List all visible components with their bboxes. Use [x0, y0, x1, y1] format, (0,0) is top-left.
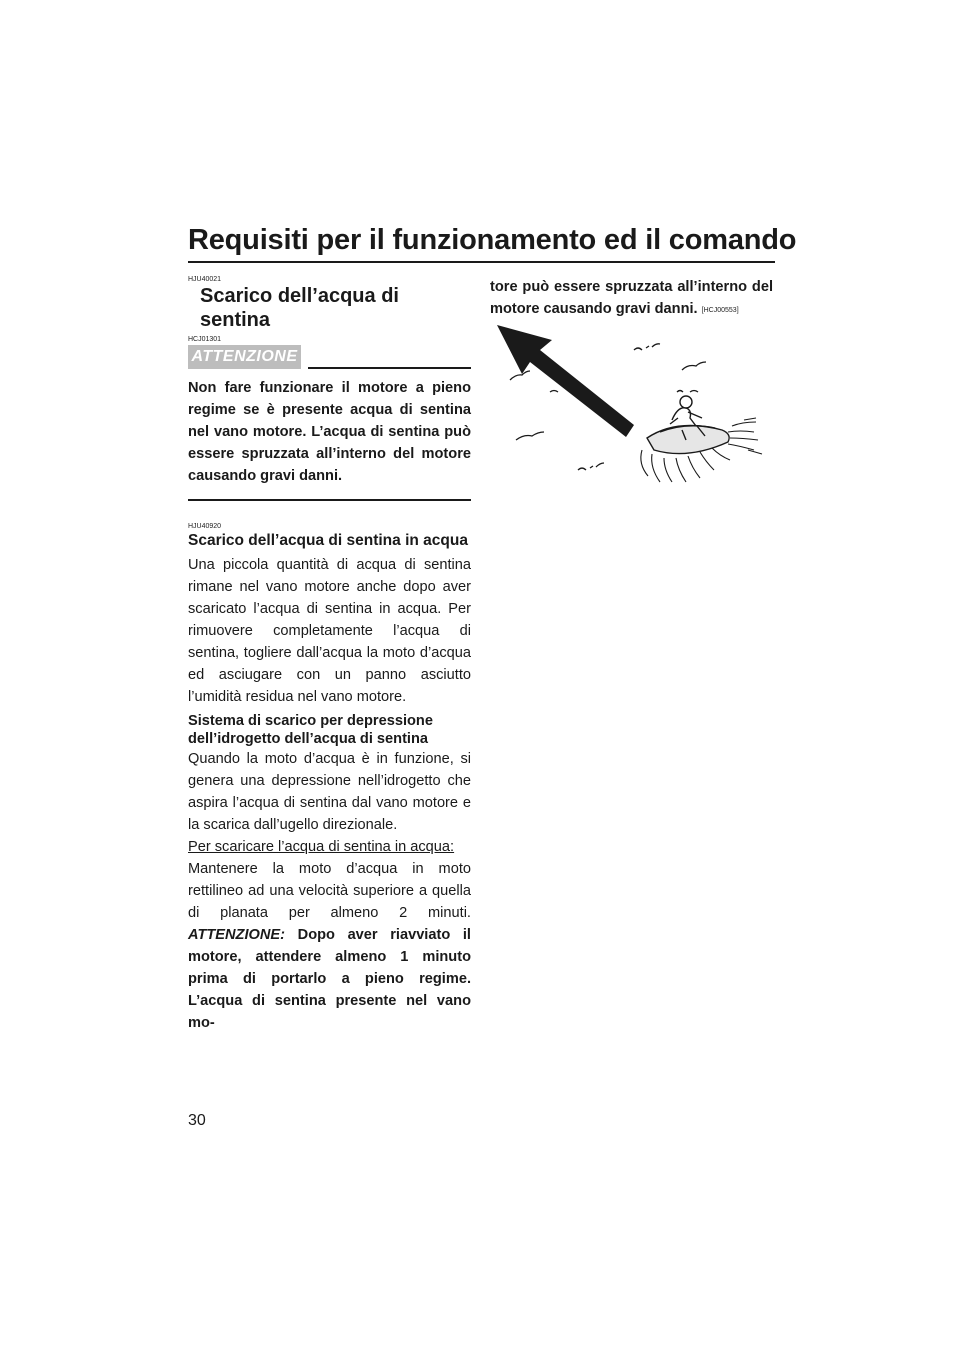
- direction-arrow-icon: [497, 325, 634, 437]
- attention-badge: ATTENZIONE: [188, 345, 301, 369]
- attention-rule: [308, 367, 471, 369]
- paragraph-residual-water: Una piccola quantità di acqua di sentina rimane nel vano motore anche dopo aver scaricato l’acqua di sentina in acqua. Per rimuovere completamente l’acqua di sentina, togliere dall’acqua la moto d’acqua ed asciugare con un panno asciutto l’umidità residua nel vano motore.: [188, 557, 471, 705]
- inline-attention-code: [HCJ00553]: [701, 307, 739, 314]
- section-title: Scarico dell’acqua di sentina: [200, 285, 399, 331]
- system-heading: Sistema di scarico per depressione dell’idrogetto dell’acqua di sentina: [188, 713, 433, 747]
- paragraph-vacuum-system: Quando la moto d’acqua è in funzione, si genera una depressione nell’idrogetto che aspira l’acqua di sentina dal vano motore e la scarica dall’ugello direzionale.: [188, 751, 471, 833]
- attention-header: [188, 345, 471, 369]
- procedure-heading: Per scaricare l’acqua di sentina in acqua:: [188, 839, 455, 855]
- watercraft-direction-arrow-illustration: [492, 320, 778, 510]
- page-header-title: Requisiti per il funzionamento ed il comando: [188, 224, 797, 256]
- watercraft-rider-icon: [647, 396, 729, 454]
- attention-code: HCJ01301: [188, 336, 222, 343]
- page-number: 30: [188, 1112, 206, 1129]
- procedure-text: Mantenere la moto d’acqua in moto rettilineo ad una velocità superiore a quella di planata per almeno 2 minuti.: [188, 861, 471, 921]
- left-column: [188, 276, 471, 1034]
- inline-attention-continued: [490, 276, 773, 322]
- attention-end-rule: [188, 499, 471, 501]
- paragraph-procedure: [188, 858, 471, 1034]
- section-code: HJU40021: [188, 276, 222, 283]
- attention-text: Non fare funzionare il motore a pieno regime se è presente acqua di sentina nel vano motore. L’acqua di sentina può essere spruzzata all’interno del motore causando gravi danni.: [188, 380, 471, 484]
- header-rule: [188, 261, 775, 263]
- inline-attention-label: ATTENZIONE:: [188, 927, 286, 943]
- subsection-title: Scarico dell’acqua di sentina in acqua: [188, 532, 468, 549]
- right-column: [490, 276, 773, 322]
- inline-attention-text: Dopo aver riavviato il motore, attendere almeno 1 minuto prima di portarlo a pieno regime. L’acqua di sentina presente nel vano mo-: [188, 927, 471, 1031]
- subsection-code: HJU40920: [188, 523, 222, 530]
- inline-attention-text-continued: tore può essere spruzzata all’interno del motore causando gravi danni.: [490, 279, 773, 317]
